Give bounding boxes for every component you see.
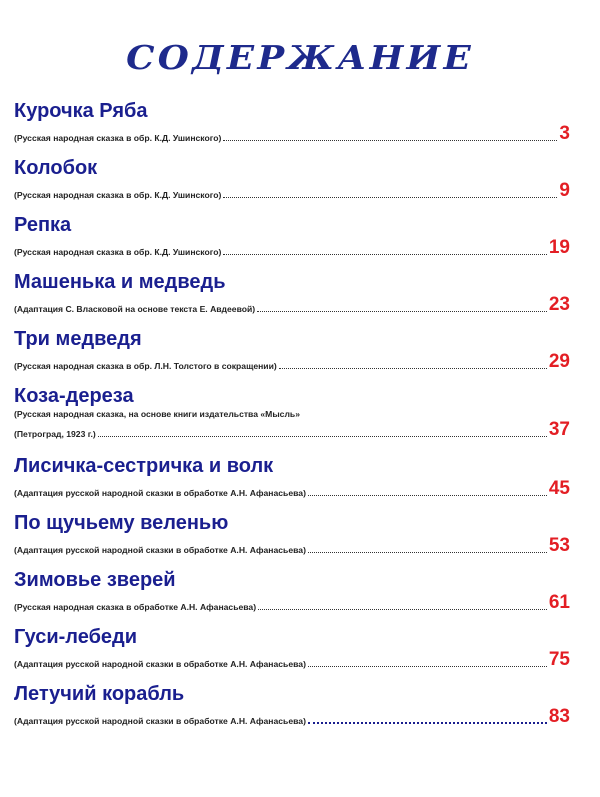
entry-subtitle: (Русская народная сказка в обр. К.Д. Ушинского): [14, 190, 222, 200]
entry-sub-line: [14, 593, 570, 613]
entry-subtitle-continued: (Петроград, 1923 г.): [14, 429, 96, 439]
page-number: 19: [548, 237, 570, 258]
entry-title: Зимовье зверей: [14, 569, 176, 591]
toc-entry[interactable]: [14, 569, 574, 613]
entry-sub-line: [14, 124, 570, 144]
entry-title: Гуси-лебеди: [14, 626, 138, 648]
page-title: СОДЕРЖАНИЕ: [126, 38, 474, 77]
entry-title: Лисичка-сестричка и волк: [14, 455, 274, 477]
entry-sub-line: [14, 707, 570, 727]
page-number: 53: [548, 535, 570, 556]
page-number: 37: [548, 419, 570, 440]
entry-subtitle: (Русская народная сказка в обр. К.Д. Ушинского): [14, 247, 222, 257]
page-number: 83: [548, 706, 570, 727]
entry-title: Летучий корабль: [14, 683, 185, 705]
dot-leader: [308, 494, 547, 496]
dot-leader: [257, 310, 547, 312]
toc-entry[interactable]: [14, 328, 574, 372]
entry-sub-line: [14, 295, 570, 315]
toc-entry[interactable]: [14, 455, 574, 499]
entry-subtitle: (Адаптация русской народной сказки в обработке А.Н. Афанасьева): [14, 545, 306, 555]
entry-title: Курочка Ряба: [14, 100, 148, 122]
dot-leader: [279, 367, 547, 369]
dot-leader: [223, 139, 557, 141]
toc-entry[interactable]: [14, 271, 574, 315]
page-number: 23: [548, 294, 570, 315]
toc-entry[interactable]: [14, 157, 574, 201]
page-number: 3: [559, 123, 570, 144]
entry-subtitle: (Адаптация русской народной сказки в обработке А.Н. Афанасьева): [14, 716, 306, 726]
entry-sub-line: [14, 238, 570, 258]
entry-sub-line: [14, 181, 570, 201]
page-number: 61: [548, 592, 570, 613]
entry-subtitle: (Русская народная сказка, на основе книги издательства «Мысль»: [14, 409, 300, 419]
entry-title: Машенька и медведь: [14, 271, 226, 293]
entry-subtitle: (Русская народная сказка в обр. К.Д. Ушинского): [14, 133, 222, 143]
page-number: 75: [548, 649, 570, 670]
entry-title: Колобок: [14, 157, 98, 179]
dot-leader: [223, 196, 557, 198]
toc-entry[interactable]: [14, 214, 574, 258]
toc-entry[interactable]: [14, 512, 574, 556]
entry-subtitle: (Русская народная сказка в обр. Л.Н. Толстого в сокращении): [14, 361, 277, 371]
page-number: 29: [548, 351, 570, 372]
entry-sub-line: [14, 479, 570, 499]
entry-title: Коза-дереза: [14, 385, 134, 407]
entry-title: Репка: [14, 214, 72, 236]
toc-entry[interactable]: [14, 626, 574, 670]
entry-sub-line: [14, 420, 570, 440]
entry-sub-line: [14, 536, 570, 556]
dot-leader: [308, 721, 547, 724]
toc-entry[interactable]: [14, 385, 574, 440]
entry-sub-line: [14, 352, 570, 372]
entry-sub-line: [14, 650, 570, 670]
entry-subtitle: (Адаптация С. Власковой на основе текста Е. Авдеевой): [14, 304, 256, 314]
entry-subtitle: (Адаптация русской народной сказки в обработке А.Н. Афанасьева): [14, 488, 306, 498]
dot-leader: [308, 551, 547, 553]
dot-leader: [308, 665, 547, 667]
entry-title: Три медведя: [14, 328, 142, 350]
toc-entry[interactable]: [14, 683, 574, 727]
toc-entry[interactable]: [14, 100, 574, 144]
page-number: 45: [548, 478, 570, 499]
entry-subtitle: (Адаптация русской народной сказки в обработке А.Н. Афанасьева): [14, 659, 306, 669]
page-number: 9: [559, 180, 570, 201]
entry-subtitle: (Русская народная сказка в обработке А.Н. Афанасьева): [14, 602, 257, 612]
dot-leader: [223, 253, 547, 255]
dot-leader: [98, 435, 547, 437]
dot-leader: [258, 608, 547, 610]
entry-title: По щучьему веленью: [14, 512, 229, 534]
